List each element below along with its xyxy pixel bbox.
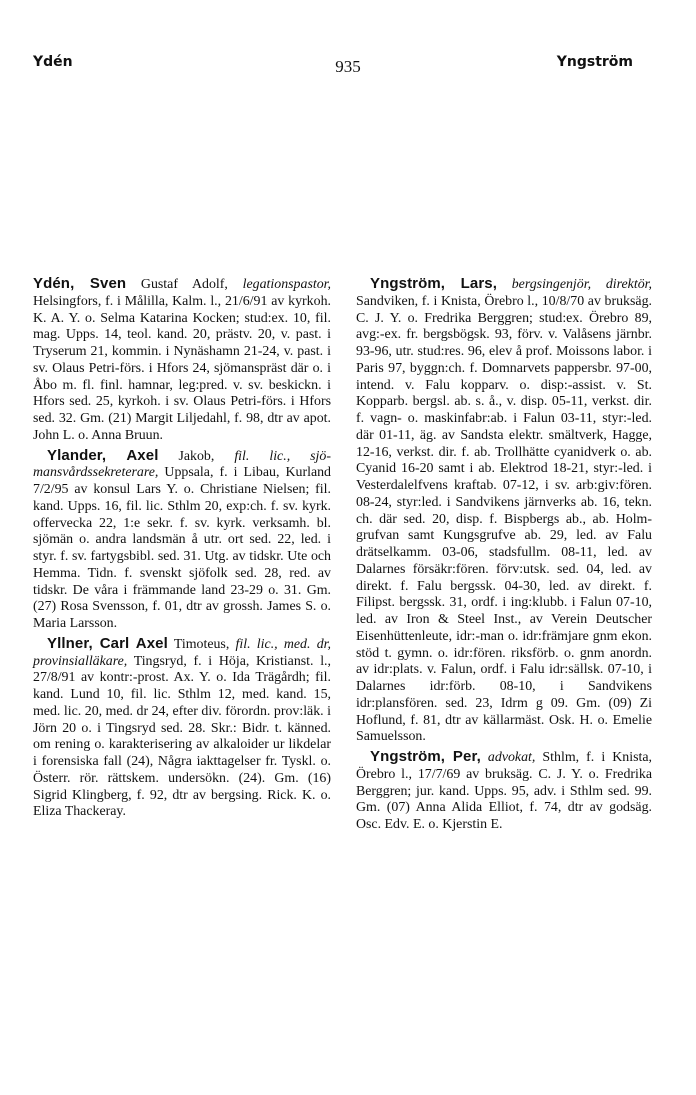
entry-text: Sthlm, f. i Knista, Örebro l., 17/7/69 av bruksäg. C. J. Y. o. Fredrika Berggren; jur. kand. Upps. 95, adv. i Sthlm sed. 99. Gm. (07) Anna Alida Elliot, f. 74, dtr av godsäg. Osc. Edv. E. o. Kjerstin E. bbox=[356, 750, 652, 832]
entry-given-names: Gustaf Adolf, bbox=[126, 277, 243, 292]
running-header bbox=[0, 54, 696, 80]
entry-given-names: Jakob, bbox=[158, 448, 235, 464]
entry-title: fil. lic., med. dr, provinsialläkare, bbox=[33, 636, 331, 669]
entry-title: legationspastor, bbox=[242, 277, 331, 292]
entry-text: Uppsala, f. i Libau, Kurland 7/2/95 av konsul Lars Y. o. Christiane Nielsen; fil. kand. Upps. 16, fil. lic. Sthlm 20, exp:ch. f. sv. kyrk. offervecka 22, 1:e sekr. f. sv. kyrk. verksamh. bl. sjömän o. andra landsmän å utr. ort sed. 22, led. i styr. f. sv. fartygsbibl. sed. 31. Utg. av tidskr. Ute och Hemma. Tidn. f. svenskt sjöfolk sed. 28, red. av tidskr. De våra i främmande land 23-29 o. 31. Gm. (27) Rosa Svensson, f. 01, dtr av grossh. James S. o. Maria Larsson. bbox=[33, 465, 331, 631]
entry-name: Ylander, Axel bbox=[47, 446, 159, 464]
entry-yngstrom-per bbox=[356, 749, 652, 834]
left-column bbox=[33, 276, 331, 823]
entry-name: Yllner, Carl Axel bbox=[47, 634, 168, 652]
entry-given-names bbox=[481, 750, 488, 765]
page-number: 935 bbox=[335, 57, 361, 76]
entry-ylander-axel bbox=[33, 448, 331, 633]
entry-title: advokat, bbox=[487, 750, 536, 765]
right-column bbox=[356, 276, 652, 836]
entry-name: Yngström, Lars, bbox=[370, 275, 497, 292]
entry-given-names: Timoteus, bbox=[167, 636, 236, 652]
entry-text: Tingsryd, f. i Höja, Kristianst. l., 27/8/91 av kontr:-prost. Ax. Y. o. Ida Trägårdh; fil. kand. Lund 10, fil. lic. Sthlm 12, med. kand. 15, med. lic. 20, med. dr 24, efter div. förordn. prov:läk. i Jörn 20 o. i Tingsryd sed. 28. Skr.: Bidr. t. känned. om rening o. karakterisering av alkaloider ur likdelar i forensiska fall (24), Några iakttagelser fr. Tyskl. o. Österr. rör. rättskem. undersökn. (24). Gm. (16) Sigrid Klingberg, f. 92, dtr av bergsing. Rick. K. o. Eliza Thackeray. bbox=[33, 653, 331, 820]
entry-given-names bbox=[497, 277, 512, 292]
entry-title: fil. lic., sjömansvårdssekreterare, bbox=[33, 448, 331, 481]
entry-yden-sven bbox=[33, 276, 331, 445]
entry-title: bergsingenjör, direktör, bbox=[511, 277, 652, 292]
entry-name: Ydén, Sven bbox=[33, 275, 127, 292]
header-left-catchword: Ydén bbox=[33, 54, 73, 70]
header-right-catchword: Yngström bbox=[556, 54, 633, 70]
entry-name: Yngström, Per, bbox=[370, 748, 481, 765]
entry-yllner-carl-axel bbox=[33, 636, 331, 821]
entry-text: Sandviken, f. i Knista, Örebro l., 10/8/70 av bruksäg. C. J. Y. o. Fredrika Berggren; stud:ex. Örebro 89, avg:-ex. fr. bergsbögsk. 93, förv. v. Valåsens järnbr. 93-96, utr. stud:res. 96, elev å prof. Moissons labor. i Paris 97, byggn:ch. f. Domnarvets pappersbr. 97-00, intend. v. Falu kopparv. o. disp:-assist. v. St. Kopparb. bergsl. ab. s. å., v. disp. 05-11, verkst. dir. f. vagn- o. maskinfabr:ab. i Falun 03-11, styr:-led. där 01-11, äg. av Sandsta elektr. smältverk, Hagge, 12-16, verkst. dir. f. ab. Trollhätte cyanidverk o. ab. Cyanid 16-20 samt i ab. Elektrod 18-21, styr:-led. i Vesterdalelfvens kraftab. 07-12, i sv. arb:giv:fören. 08-24, styr:led. i Sandvikens järnverks ab. 16, tekn. ch. där sed. 20, disp. f. Bispbergs ab., ab. Holmgrufvan samt Kungsgrufve ab. 29, led. av Falu drätselkamm. 03-06, stadsfullm. 08-11, led. av Dalarnes försäkr:fören. förv:utsk. sed. 04, led. av direkt. f. Falu bergssk. 04-30, led. av direkt. f. Filipst. bergssk. 31, ordf. i ing:klubb. i Falun 07-10, led. av Iron & Steel Inst., av Verein Deutscher Eisenhüttenleute, idr:-man o. idr:främjare gnm ekon. stöd t. gymn. o. idr:fören. riksförb. o. gnm anordn. av idr:plats. v. Falun, ordf. i Falu idr:sällsk. 07-10, i Dalarnes idr:förb. 08-10, i Sandvikens idr:plansfören. sed. 23, Idrm g 09. Gm. (09) Zi Hoflund, f. 81, dtr av källarmäst. Osk. H. o. Emelie Samuelsson. bbox=[356, 293, 652, 745]
entry-yngstrom-lars bbox=[356, 276, 652, 746]
entry-text: Helsingfors, f. i Målilla, Kalm. l., 21/6/91 av kyrkoh. K. A. Y. o. Selma Katarina Kocken; stud:ex. 10, fil. mag. Upps. 14, teol. kand. 20, prästv. 20, v. past. i Tryserum 21, kommin. i Nynäshamn 21-24, v. past. i sv. Olaus Petri-förs. i Hfors 24, sjömanspräst där o. i Åbo m. fl. finl. hamnar, leg:pred. v. sv. beskickn. i Hfors sed. 25, kyrkoh. i sv. Olaus Petri-förs. i Hfors sed. 32. Gm. (21) Margit Liljedahl, f. 98, dtr av apot. John L. o. Anna Bruun. bbox=[33, 293, 331, 443]
